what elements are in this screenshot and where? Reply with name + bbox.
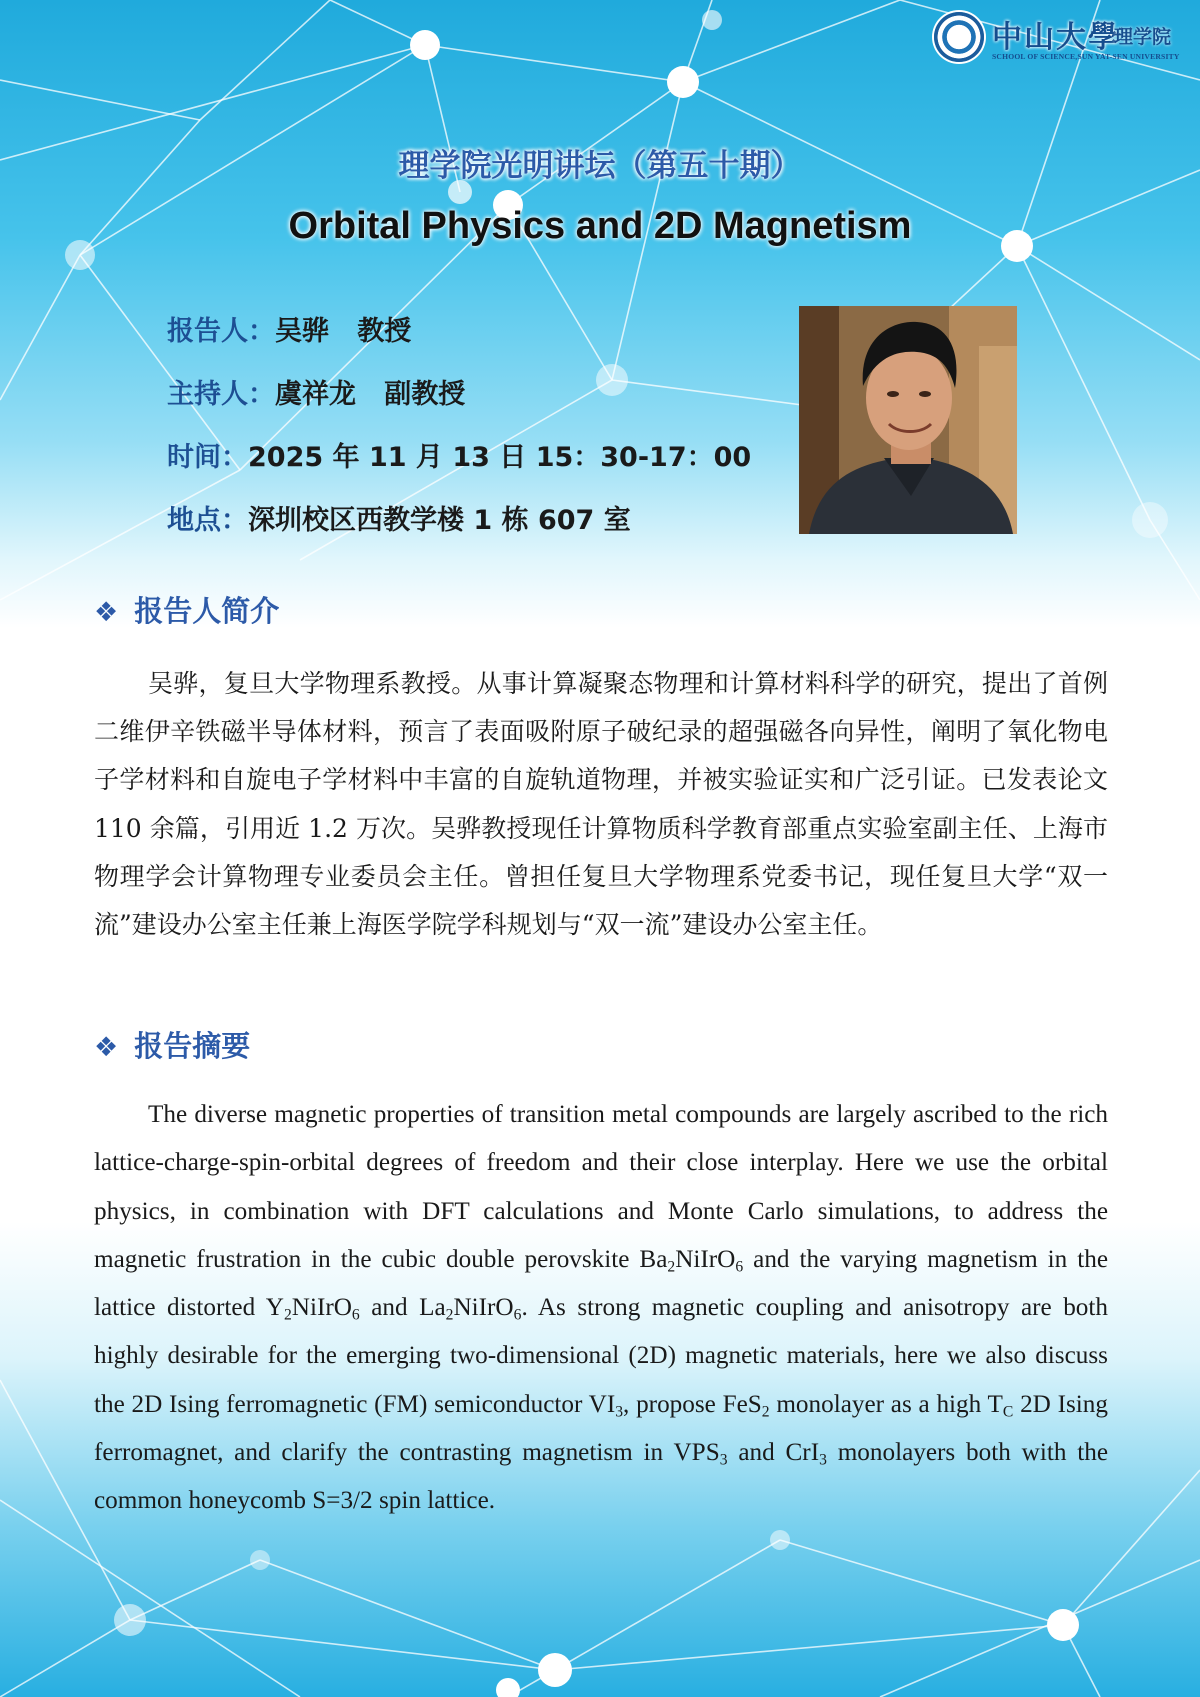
university-logo <box>932 8 1194 68</box>
subscript: 3 <box>615 1403 624 1421</box>
abstract-text: monolayers both with the common honeycomb S=3/2 spin lattice. <box>94 1439 1108 1515</box>
bio-heading <box>94 589 279 630</box>
subscript: 2 <box>445 1306 454 1324</box>
lecture-series: 理学院光明讲坛（第五十期） <box>398 148 802 184</box>
abstract-text: , propose FeS <box>623 1390 762 1418</box>
logo-dept-cn: 理学院 <box>1114 26 1172 48</box>
place-label: 地点： <box>167 505 248 536</box>
abstract-text: and the varying magnetism in the lattice distorted Y <box>94 1245 1108 1322</box>
diamond-bullet-icon: ❖ <box>94 597 119 628</box>
abstract-text: and CrI <box>727 1439 820 1467</box>
bio-paragraph: 吴骅，复旦大学物理系教授。从事计算凝聚态物理和计算材料科学的研究，提出了首例二维伊辛铁磁半导体材料，预言了表面吸附原子破纪录的超强磁各向异性，阐明了氧化物电子学材料和自旋电子学材料中丰富的自旋轨道物理，并被实验证实和广泛引证。已发表论文 110 余篇，引用近 1.2 万次。吴骅教授现任计算物质科学教育部重点实验室副主任、上海市物理学会计算物理专业委员会主任。曾担任复旦大学物理系党委书记，现任复旦大学“双一流”建设办公室主任兼上海医学院学科规划与“双一流”建设办公室主任。 <box>94 669 1108 940</box>
host-row <box>167 372 465 411</box>
abstract-text: and La <box>359 1294 446 1322</box>
abstract-text: NiIrO <box>453 1294 514 1322</box>
logo-name-cn: 中山大學 <box>992 20 1120 55</box>
diamond-bullet-icon: ❖ <box>94 1032 119 1063</box>
speaker-row <box>167 309 411 348</box>
abstract-heading-text: 报告摘要 <box>134 1029 251 1063</box>
subscript: 2 <box>283 1306 292 1324</box>
subscript: C <box>1002 1403 1014 1421</box>
time-label: 时间： <box>167 442 248 473</box>
abstract-text: . As strong magnetic coupling and anisotropy are both highly desirable for the emerging two-dimensional (2D) magnetic materials, here we also discuss the 2D Ising ferromagnetic (FM) semiconductor VI <box>94 1294 1108 1418</box>
lecture-title: Orbital Physics and 2D Magnetism <box>288 205 912 247</box>
bio-heading-text: 报告人简介 <box>134 594 280 628</box>
speaker-photo <box>799 306 1017 534</box>
abstract-text: NiIrO <box>675 1245 736 1273</box>
logo-name-en: SCHOOL OF SCIENCE,SUN YAT-SEN UNIVERSITY <box>992 52 1180 61</box>
subscript: 6 <box>513 1306 522 1324</box>
subscript: 6 <box>735 1258 744 1276</box>
speaker-value: 吴骅 教授 <box>275 316 412 347</box>
abstract-text: 2D Ising ferromagnet, and clarify the contrasting magnetism in VPS <box>94 1390 1108 1467</box>
abstract-paragraph <box>94 1091 1108 1526</box>
place-value: 深圳校区西教学楼 1 栋 607 室 <box>248 505 631 536</box>
time-value: 2025 年 11 月 13 日 15：30-17：00 <box>248 442 752 473</box>
seal-icon <box>934 12 984 62</box>
subscript: 6 <box>351 1306 360 1324</box>
subscript: 3 <box>719 1451 728 1469</box>
abstract-heading <box>94 1024 250 1065</box>
abstract-text: monolayer as a high T <box>769 1390 1003 1418</box>
subscript: 2 <box>667 1258 676 1276</box>
host-label: 主持人： <box>167 379 275 410</box>
speaker-label: 报告人： <box>167 316 275 347</box>
subscript: 2 <box>761 1403 770 1421</box>
subscript: 3 <box>819 1451 827 1469</box>
host-value: 虞祥龙 副教授 <box>275 379 466 410</box>
time-row <box>167 435 751 474</box>
abstract-text: The diverse magnetic properties of transition metal compounds are largely ascribed to the rich lattice-charge-spin-orbital degrees of freedom and their close interplay. Here we use the orbital physics, in combination with DFT calculations and Monte Carlo simulations, to address the magnetic frustration in the cubic double perovskite Ba <box>94 1101 1108 1273</box>
abstract-text: NiIrO <box>291 1294 352 1322</box>
place-row <box>167 498 631 537</box>
